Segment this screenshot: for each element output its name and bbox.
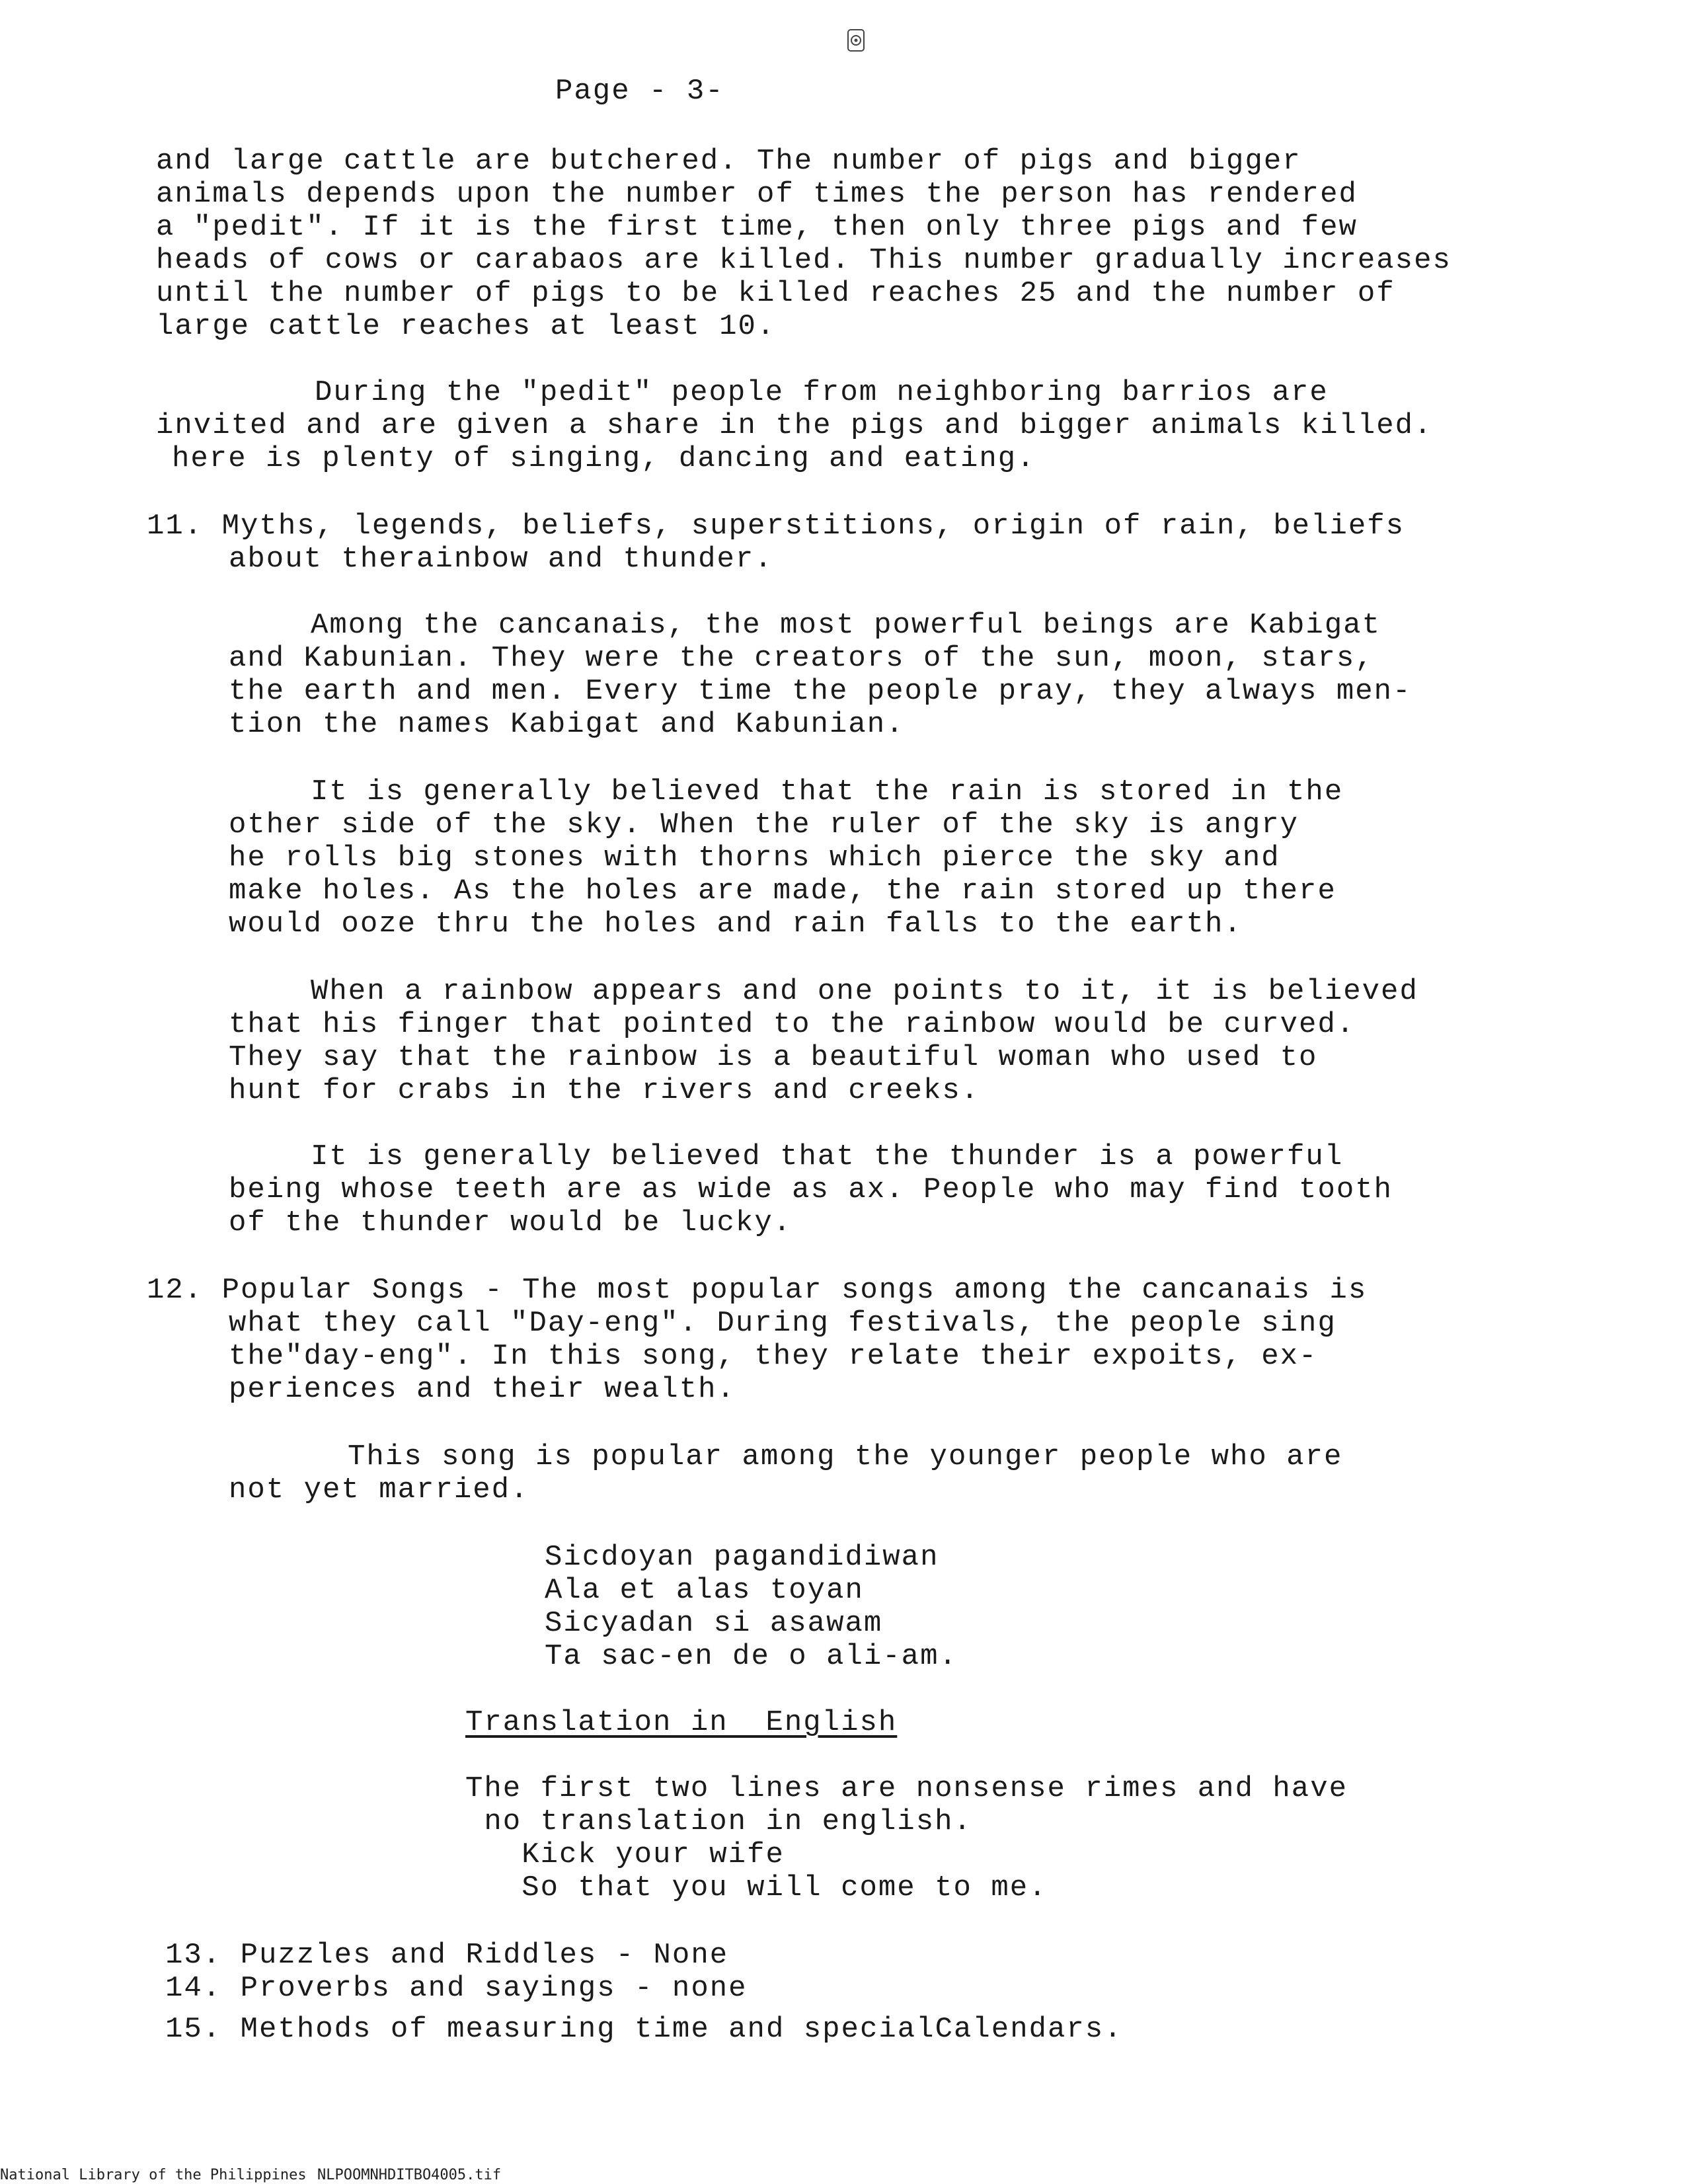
text-line: tion the names Kabigat and Kabunian.: [229, 708, 905, 741]
text-line: When a rainbow appears and one points to it, it is believed: [311, 975, 1418, 1008]
text-line: of the thunder would be lucky.: [229, 1206, 793, 1239]
text-line: This song is popular among the younger people who are: [348, 1440, 1343, 1473]
text-line: During the "pedit" people from neighboring barrios are: [315, 376, 1329, 409]
text-line: animals depends upon the number of times the person has rendered: [156, 178, 1358, 211]
text-line: being whose teeth are as wide as ax. People who may find tooth: [229, 1173, 1393, 1206]
text-line: make holes. As the holes are made, the rain stored up there: [229, 875, 1336, 908]
text-line: until the number of pigs to be killed reaches 25 and the number of: [156, 277, 1395, 310]
text-line: he rolls big stones with thorns which pierce the sky and: [229, 841, 1280, 875]
footer-library: National Library of the Philippines: [0, 2167, 307, 2183]
text-line: a "pedit". If it is the first time, then only three pigs and few: [156, 211, 1358, 244]
translation-heading: Translation in English: [465, 1706, 898, 1739]
list-item: 15. Methods of measuring time and specialCalendars.: [165, 2013, 1123, 2046]
lyric-line: Ala et alas toyan: [545, 1574, 864, 1607]
text-line: 12. Popular Songs - The most popular songs among the cancanais is: [147, 1274, 1368, 1307]
text-line: the"day-eng". In this song, they relate their expoits, ex-: [229, 1340, 1318, 1373]
text-line: other side of the sky. When the ruler of the sky is angry: [229, 808, 1299, 841]
lyric-line: Sicyadan si asawam: [545, 1607, 883, 1640]
text-line: and Kabunian. They were the creators of the sun, moon, stars,: [229, 642, 1374, 675]
list-item: 14. Proverbs and sayings - none: [165, 1972, 748, 2005]
text-line: hunt for crabs in the rivers and creeks.: [229, 1074, 980, 1107]
text-line: 11. Myths, legends, beliefs, superstitions, origin of rain, beliefs: [147, 510, 1405, 543]
text-line: Kick your wife: [465, 1838, 785, 1871]
text-line: about therainbow and thunder.: [229, 543, 773, 576]
text-line: no translation in english.: [465, 1805, 972, 1838]
library-seal-icon: [847, 29, 865, 52]
text-line: what they call "Day-eng". During festivals, the people sing: [229, 1307, 1336, 1340]
text-line: the earth and men. Every time the people pray, they always men-: [229, 675, 1412, 708]
text-line: large cattle reaches at least 10.: [156, 310, 776, 343]
text-line: They say that the rainbow is a beautiful woman who used to: [229, 1041, 1318, 1074]
text-line: that his finger that pointed to the rainbow would be curved.: [229, 1008, 1356, 1041]
text-line: and large cattle are butchered. The number of pigs and bigger: [156, 145, 1301, 178]
text-line: invited and are given a share in the pigs and bigger animals killed.: [156, 409, 1433, 442]
page-number: Page - 3-: [555, 75, 724, 108]
lyric-line: Sicdoyan pagandidiwan: [545, 1541, 939, 1574]
text-line: not yet married.: [229, 1473, 529, 1506]
text-line: here is plenty of singing, dancing and eating.: [172, 442, 1036, 475]
text-line: Among the cancanais, the most powerful beings are Kabigat: [311, 609, 1381, 642]
list-item: 13. Puzzles and Riddles - None: [165, 1939, 729, 1972]
text-line: would ooze thru the holes and rain falls to the earth.: [229, 908, 1243, 941]
footer-filename: NLPOOMNHDITBO4005.tif: [317, 2167, 502, 2183]
lyric-line: Ta sac-en de o ali-am.: [545, 1640, 958, 1673]
text-line: So that you will come to me.: [465, 1871, 1048, 1904]
text-line: The first two lines are nonsense rimes and have: [465, 1772, 1348, 1805]
text-line: It is generally believed that the thunder is a powerful: [311, 1140, 1344, 1173]
text-line: It is generally believed that the rain is stored in the: [311, 775, 1344, 808]
text-line: periences and their wealth.: [229, 1373, 736, 1406]
text-line: heads of cows or carabaos are killed. This number gradually increases: [156, 244, 1451, 277]
